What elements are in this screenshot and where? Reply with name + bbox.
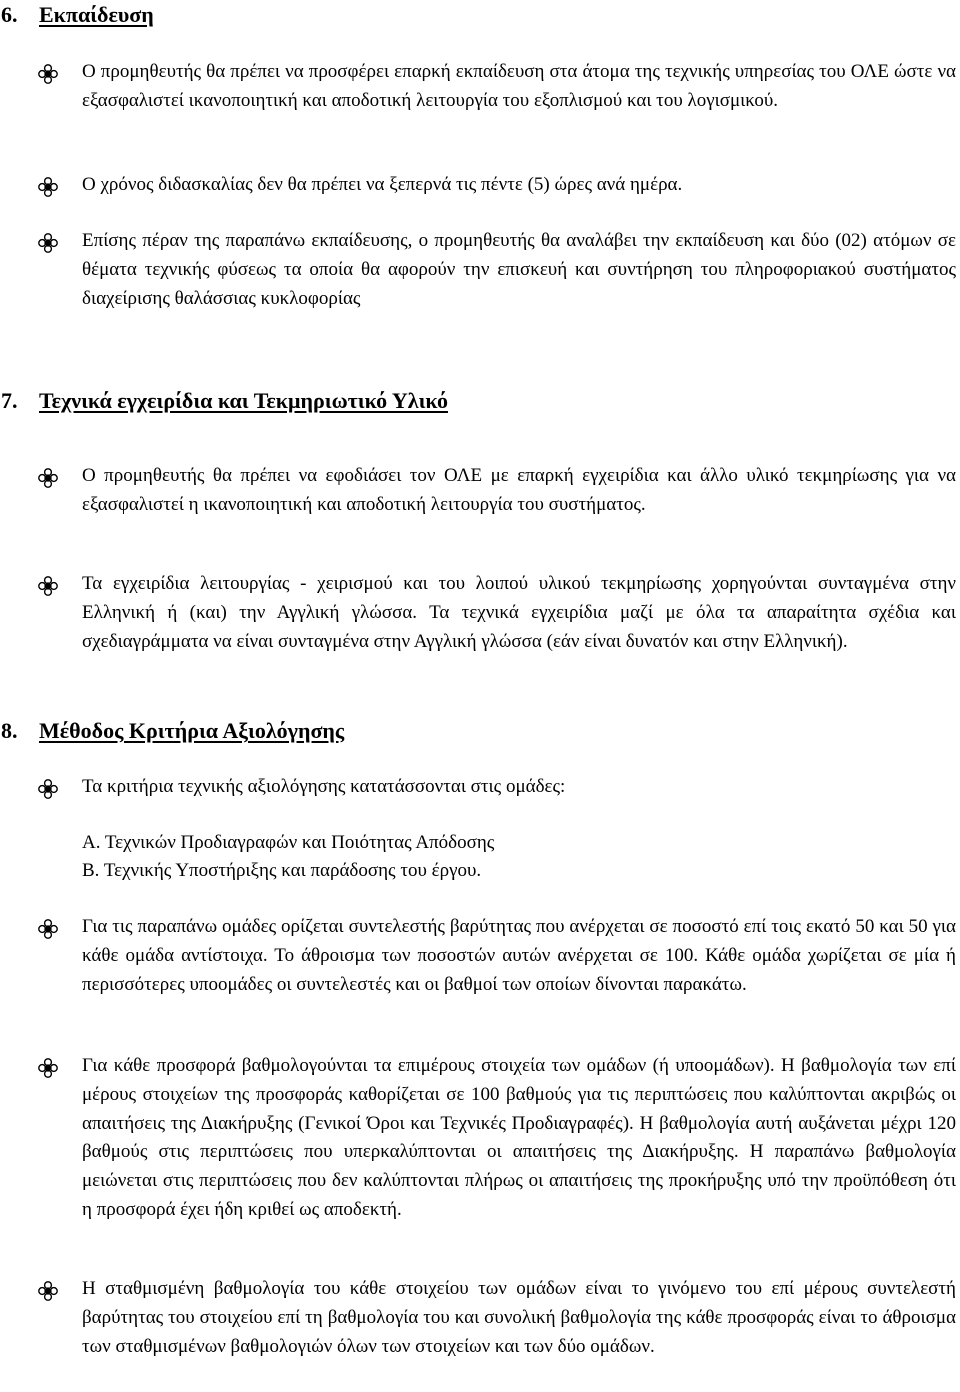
diamond-bullet-icon	[38, 919, 58, 939]
diamond-bullet-icon	[38, 64, 58, 84]
diamond-bullet-icon	[38, 1058, 58, 1078]
diamond-bullet-icon	[38, 177, 58, 197]
section-7-item-2-text: Τα εγχειρίδια λειτουργίας - χειρισμού και του λοιπού υλικού τεκμηρίωσης χορηγούνται συνταγμένα στην Ελληνική ή (και) την Αγγλική γλώσσα. Τα τεχνικά εγχειρίδια μαζί με όλα τα απαραίτητα σχέδια και σχεδιαγράμματα να είναι συνταγμένα στην Αγγλική γλώσσα (εάν είναι δυνατόν και στην Ελληνική).	[82, 573, 956, 652]
section-8-number: 8.	[1, 718, 18, 743]
section-8-item-2-text: Για κάθε προσφορά βαθμολογούνται τα επιμέρους στοιχεία των ομάδων (ή υποομάδων). Η βαθμολογία των επί μέρους στοιχείων της προσφοράς καθορίζεται σε 100 βαθμούς για τις περιπτώσεις που καλύπτονται ακριβώς οι απαιτήσεις της Διακήρυξης (Γενικοί Όροι και Τεχνικές Προδιαγραφές). Η βαθμολογία αυτή αυξάνεται μέχρι 120 βαθμούς στις περιπτώσεις που υπερκαλύπτονται οι απαιτήσεις της Διακήρυξης. Η παραπάνω βαθμολογία μειώνεται στις περιπτώσεις που δεν καλύπτονται πλήρως οι απαιτήσεις της προκήρυξης υπό την προϋπόθεση ότι η προσφορά έχει ήδη κριθεί ως αποδεκτή.	[82, 1055, 956, 1220]
section-8-heading	[0, 716, 344, 746]
section-6-number: 6.	[1, 2, 18, 27]
diamond-bullet-icon	[38, 576, 58, 596]
section-7-title: Τεχνικά εγχειρίδια και Τεκμηριωτικό Υλικό	[39, 388, 448, 413]
section-6-heading	[0, 0, 154, 30]
section-6-title: Εκπαίδευση	[39, 2, 154, 27]
section-6-item-3-text: Επίσης πέραν της παραπάνω εκπαίδευσης, ο προμηθευτής θα αναλάβει την εκπαίδευση και δύο (02) ατόμων σε θέματα τεχνικής φύσεως τα οποία θα αφορούν την επισκευή και συντήρηση του πληροφοριακού συστήματος διαχείρισης θαλάσσιας κυκλοφορίας	[82, 230, 956, 309]
criteria-group-a: Α. Τεχνικών Προδιαγραφών και Ποιότητας Απόδοσης	[82, 832, 495, 853]
section-7-heading	[0, 386, 448, 416]
diamond-bullet-icon	[38, 779, 58, 799]
section-8-item-1-text: Για τις παραπάνω ομάδες ορίζεται συντελεστής βαρύτητας που ανέρχεται σε ποσοστό επί τοις εκατό 50 και 50 για κάθε ομάδα αντίστοιχα. Το άθροισμα των ποσοστών αυτών ανέρχεται σε 100. Κάθε ομάδα χωρίζεται σε μία ή περισσότερες υποομάδες οι συντελεστές και οι βαθμοί των οποίων δίνονται παρακάτω.	[82, 916, 956, 995]
criteria-group-b: Β. Τεχνικής Υποστήριξης και παράδοσης του έργου.	[82, 860, 482, 881]
section-6-item-2-text: Ο χρόνος διδασκαλίας δεν θα πρέπει να ξεπερνά τις πέντε (5) ώρες ανά ημέρα.	[82, 174, 683, 195]
diamond-bullet-icon	[38, 1281, 58, 1301]
section-7-item-1-text: Ο προμηθευτής θα πρέπει να εφοδιάσει τον ΟΛΕ με επαρκή εγχειρίδια και άλλο υλικό τεκμηρίωσης για να εξασφαλιστεί η ικανοποιητική και αποδοτική λειτουργία του συστήματος.	[82, 465, 956, 515]
section-7-number: 7.	[1, 388, 18, 413]
diamond-bullet-icon	[38, 233, 58, 253]
section-8-title: Μέθοδος Κριτήρια Αξιολόγησης	[39, 718, 345, 743]
section-6-item-1-text: Ο προμηθευτής θα πρέπει να προσφέρει επαρκή εκπαίδευση στα άτομα της τεχνικής υπηρεσίας του ΟΛΕ ώστε να εξασφαλιστεί ικανοποιητική και αποδοτική λειτουργία του εξοπλισμού και του λογισμικού.	[82, 61, 956, 111]
diamond-bullet-icon	[38, 468, 58, 488]
section-8-item-3-text: Η σταθμισμένη βαθμολογία του κάθε στοιχείου των ομάδων είναι το γινόμενο του επί μέρους συντελεστή βαρύτητας του στοιχείου επί τη βαθμολογία του και συνολική βαθμολογία της κάθε προσφοράς είναι το άθροισμα των σταθμισμένων βαθμολογιών όλων των στοιχείων και των δύο ομάδων.	[82, 1278, 956, 1357]
section-8-intro-text: Τα κριτήρια τεχνικής αξιολόγησης κατατάσσονται στις ομάδες:	[82, 776, 566, 797]
